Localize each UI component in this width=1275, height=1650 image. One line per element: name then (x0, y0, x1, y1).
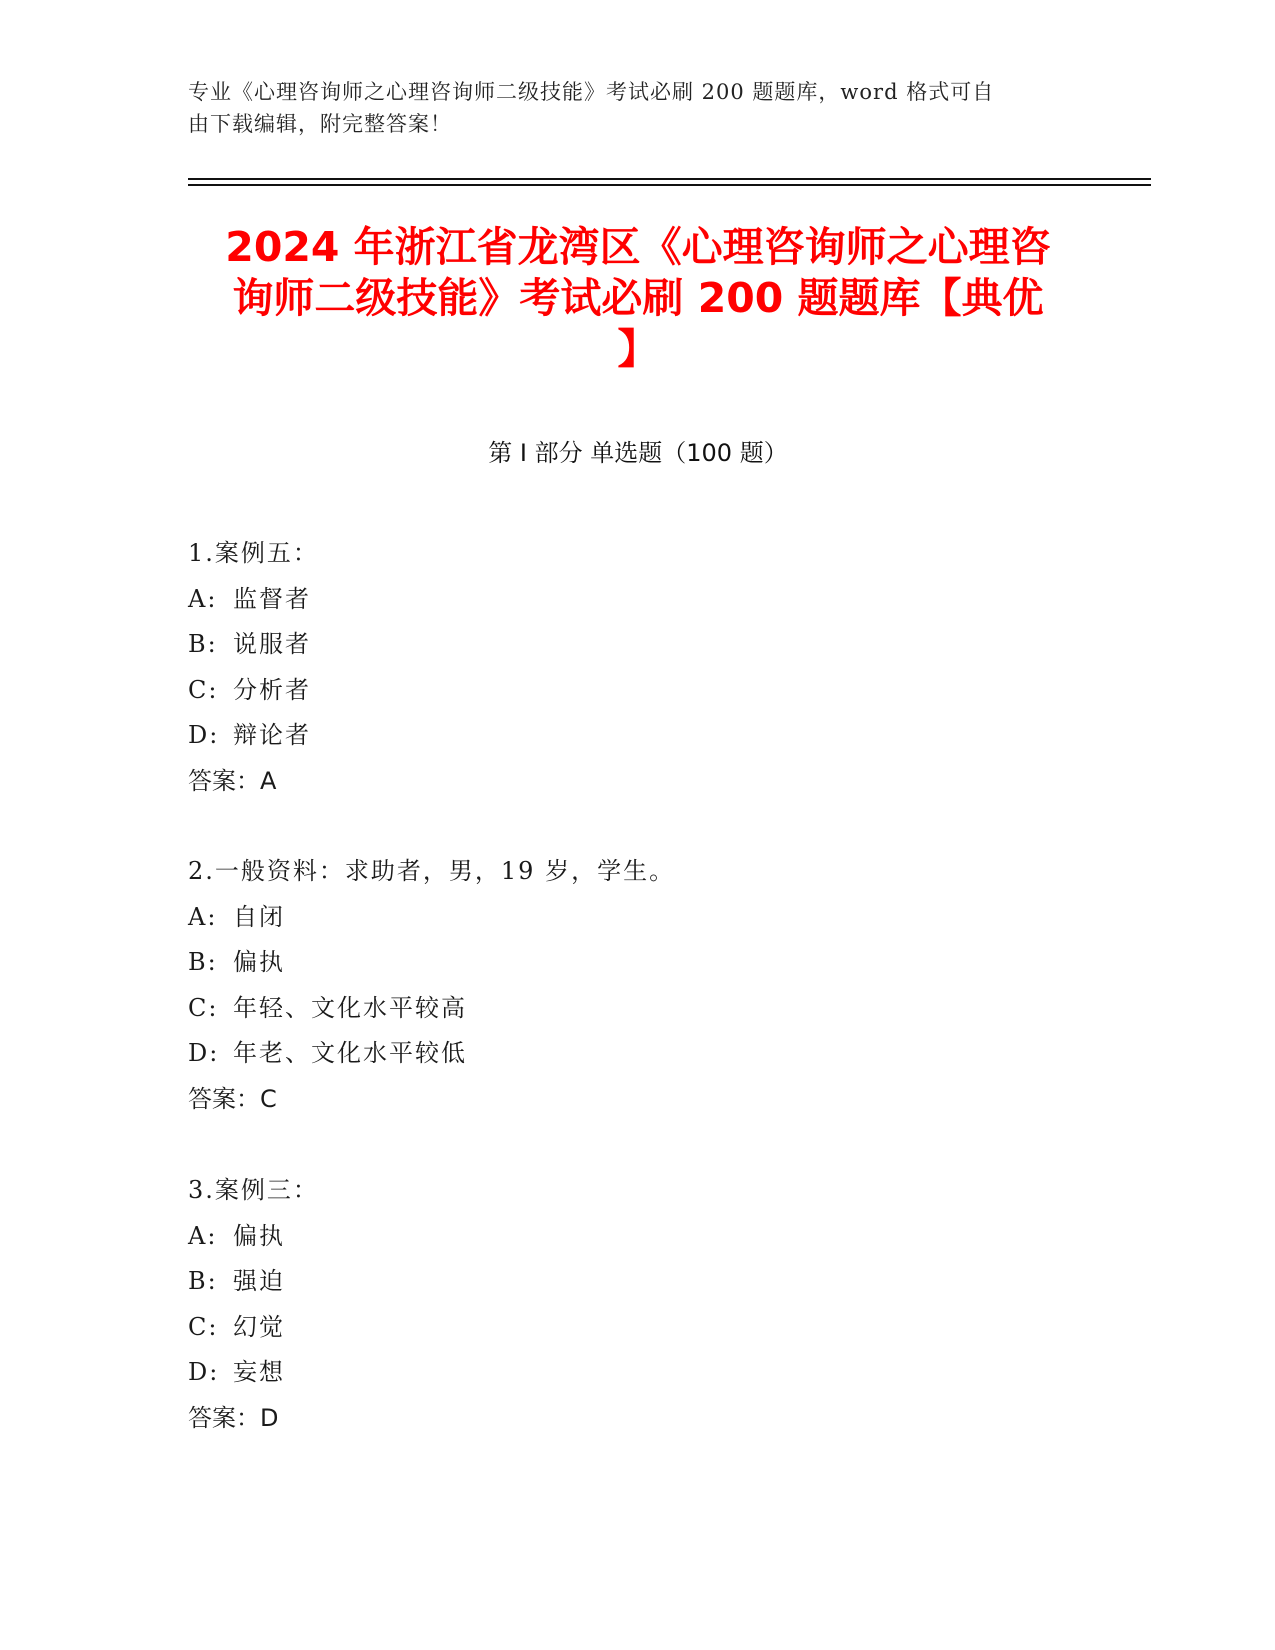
option-a (188, 577, 1088, 623)
option-text: 幻觉 (233, 1312, 285, 1341)
option-key: B: (188, 1267, 218, 1295)
question-item (188, 531, 1088, 804)
option-a (188, 895, 1088, 941)
option-b (188, 622, 1088, 668)
option-key: D: (188, 1358, 220, 1386)
option-b (188, 940, 1088, 986)
option-text: 分析者 (233, 675, 311, 704)
header-divider-top (188, 178, 1151, 180)
answer-line: 答案：A (188, 766, 277, 795)
option-key: A: (188, 1221, 218, 1250)
section-heading: 第 I 部分 单选题（100 题） (488, 439, 788, 467)
document-title-line: 】 (617, 325, 659, 373)
option-d (188, 713, 1088, 759)
option-a (188, 1214, 1088, 1260)
header-divider-bottom (188, 184, 1151, 186)
question-item (188, 849, 1088, 1122)
option-c (188, 668, 1088, 714)
question-stem: 2.一般资料：求助者，男，19 岁，学生。 (188, 857, 676, 885)
document-title-line: 2024 年浙江省龙湾区《心理咨询师之心理咨 (225, 223, 1051, 271)
option-text: 年老、文化水平较低 (233, 1039, 467, 1067)
option-b (188, 1259, 1088, 1305)
header-note (188, 76, 1078, 140)
option-c (188, 986, 1088, 1032)
option-text: 年轻、文化水平较高 (233, 993, 467, 1022)
option-text: 妄想 (233, 1358, 285, 1386)
question-stem: 1.案例五： (188, 539, 319, 567)
question-item (188, 1168, 1088, 1441)
answer-line: 答案：C (188, 1084, 277, 1113)
option-d (188, 1350, 1088, 1396)
option-key: A: (188, 584, 218, 613)
option-key: B: (188, 630, 218, 658)
header-note-line: 由下载编辑，附完整答案！ (188, 112, 452, 136)
option-text: 说服者 (233, 630, 311, 658)
answer-line: 答案：D (188, 1403, 279, 1432)
option-c (188, 1305, 1088, 1351)
option-text: 偏执 (233, 948, 285, 976)
option-text: 偏执 (233, 1221, 285, 1250)
option-text: 自闭 (233, 902, 285, 931)
option-key: D: (188, 1039, 220, 1067)
header-note-line: 专业《心理咨询师之心理咨询师二级技能》考试必刷 200 题题库，word 格式可自 (188, 80, 995, 104)
option-key: D: (188, 721, 220, 749)
option-key: C: (188, 1312, 219, 1341)
option-key: A: (188, 902, 218, 931)
option-d (188, 1031, 1088, 1077)
option-text: 辩论者 (233, 721, 311, 749)
option-text: 强迫 (233, 1267, 285, 1295)
document-title-line: 询师二级技能》考试必刷 200 题题库【典优 (232, 274, 1044, 322)
option-text: 监督者 (233, 584, 311, 613)
document-title (188, 222, 1088, 375)
option-key: C: (188, 993, 219, 1022)
question-stem: 3.案例三： (188, 1176, 319, 1204)
option-key: B: (188, 948, 218, 976)
option-key: C: (188, 675, 219, 704)
